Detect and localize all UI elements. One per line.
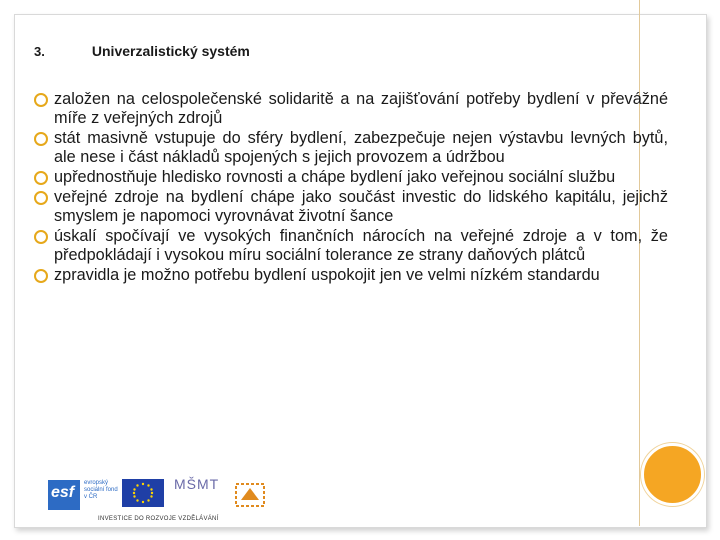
list-item: stát masivně vstupuje do sféry bydlení, zabezpečuje nejen výstavbu levných bytů, ale nese i část nákladů spojených s jejich provozem a údržbou (34, 129, 668, 167)
list-item: upřednostňuje hledisko rovnosti a chápe bydlení jako veřejnou sociální službu (34, 168, 668, 187)
list-item: úskalí spočívají ve vysokých finančních nárocích na veřejné zdroje a v tom, že předpokládají i vysokou míru sociální tolerance ze strany daňových plátců (34, 227, 668, 265)
circle-bullet-icon (34, 269, 48, 283)
circle-bullet-icon (34, 132, 48, 146)
op-logo-icon (232, 476, 272, 514)
heading-title: Univerzalistický systém (91, 43, 250, 59)
op-logo (232, 476, 272, 514)
esf-logo-text: evropský sociální fond v ČR (84, 480, 118, 500)
msmt-logo (174, 476, 220, 516)
eu-stars-icon (122, 479, 164, 507)
list-item: založen na celospolečenské solidaritě a na zajišťování potřeby bydlení v převážné míře z veřejných zdrojů (34, 90, 668, 128)
slide-heading (34, 43, 250, 59)
list-item: veřejné zdroje na bydlení chápe jako součást investic do lidského kapitálu, jejichž smyslem je napomoci vyrovnávat životní šance (34, 188, 668, 226)
circle-bullet-icon (34, 191, 48, 205)
decorative-orange-circle (641, 443, 704, 506)
esf-logo (48, 476, 118, 512)
msmt-mark: MŠMT (174, 476, 220, 492)
logos-caption: INVESTICE DO ROZVOJE VZDĚLÁVÁNÍ (98, 516, 219, 522)
heading-number: 3. (34, 44, 45, 59)
circle-bullet-icon (34, 93, 48, 107)
circle-bullet-icon (34, 171, 48, 185)
esf-mark: esf (51, 484, 75, 501)
list-item: zpravidla je možno potřebu bydlení uspokojit jen ve velmi nízkém standardu (34, 266, 668, 285)
funding-logos (48, 476, 273, 524)
circle-bullet-icon (34, 230, 48, 244)
eu-flag-logo (122, 479, 164, 509)
bullet-list (34, 90, 668, 286)
